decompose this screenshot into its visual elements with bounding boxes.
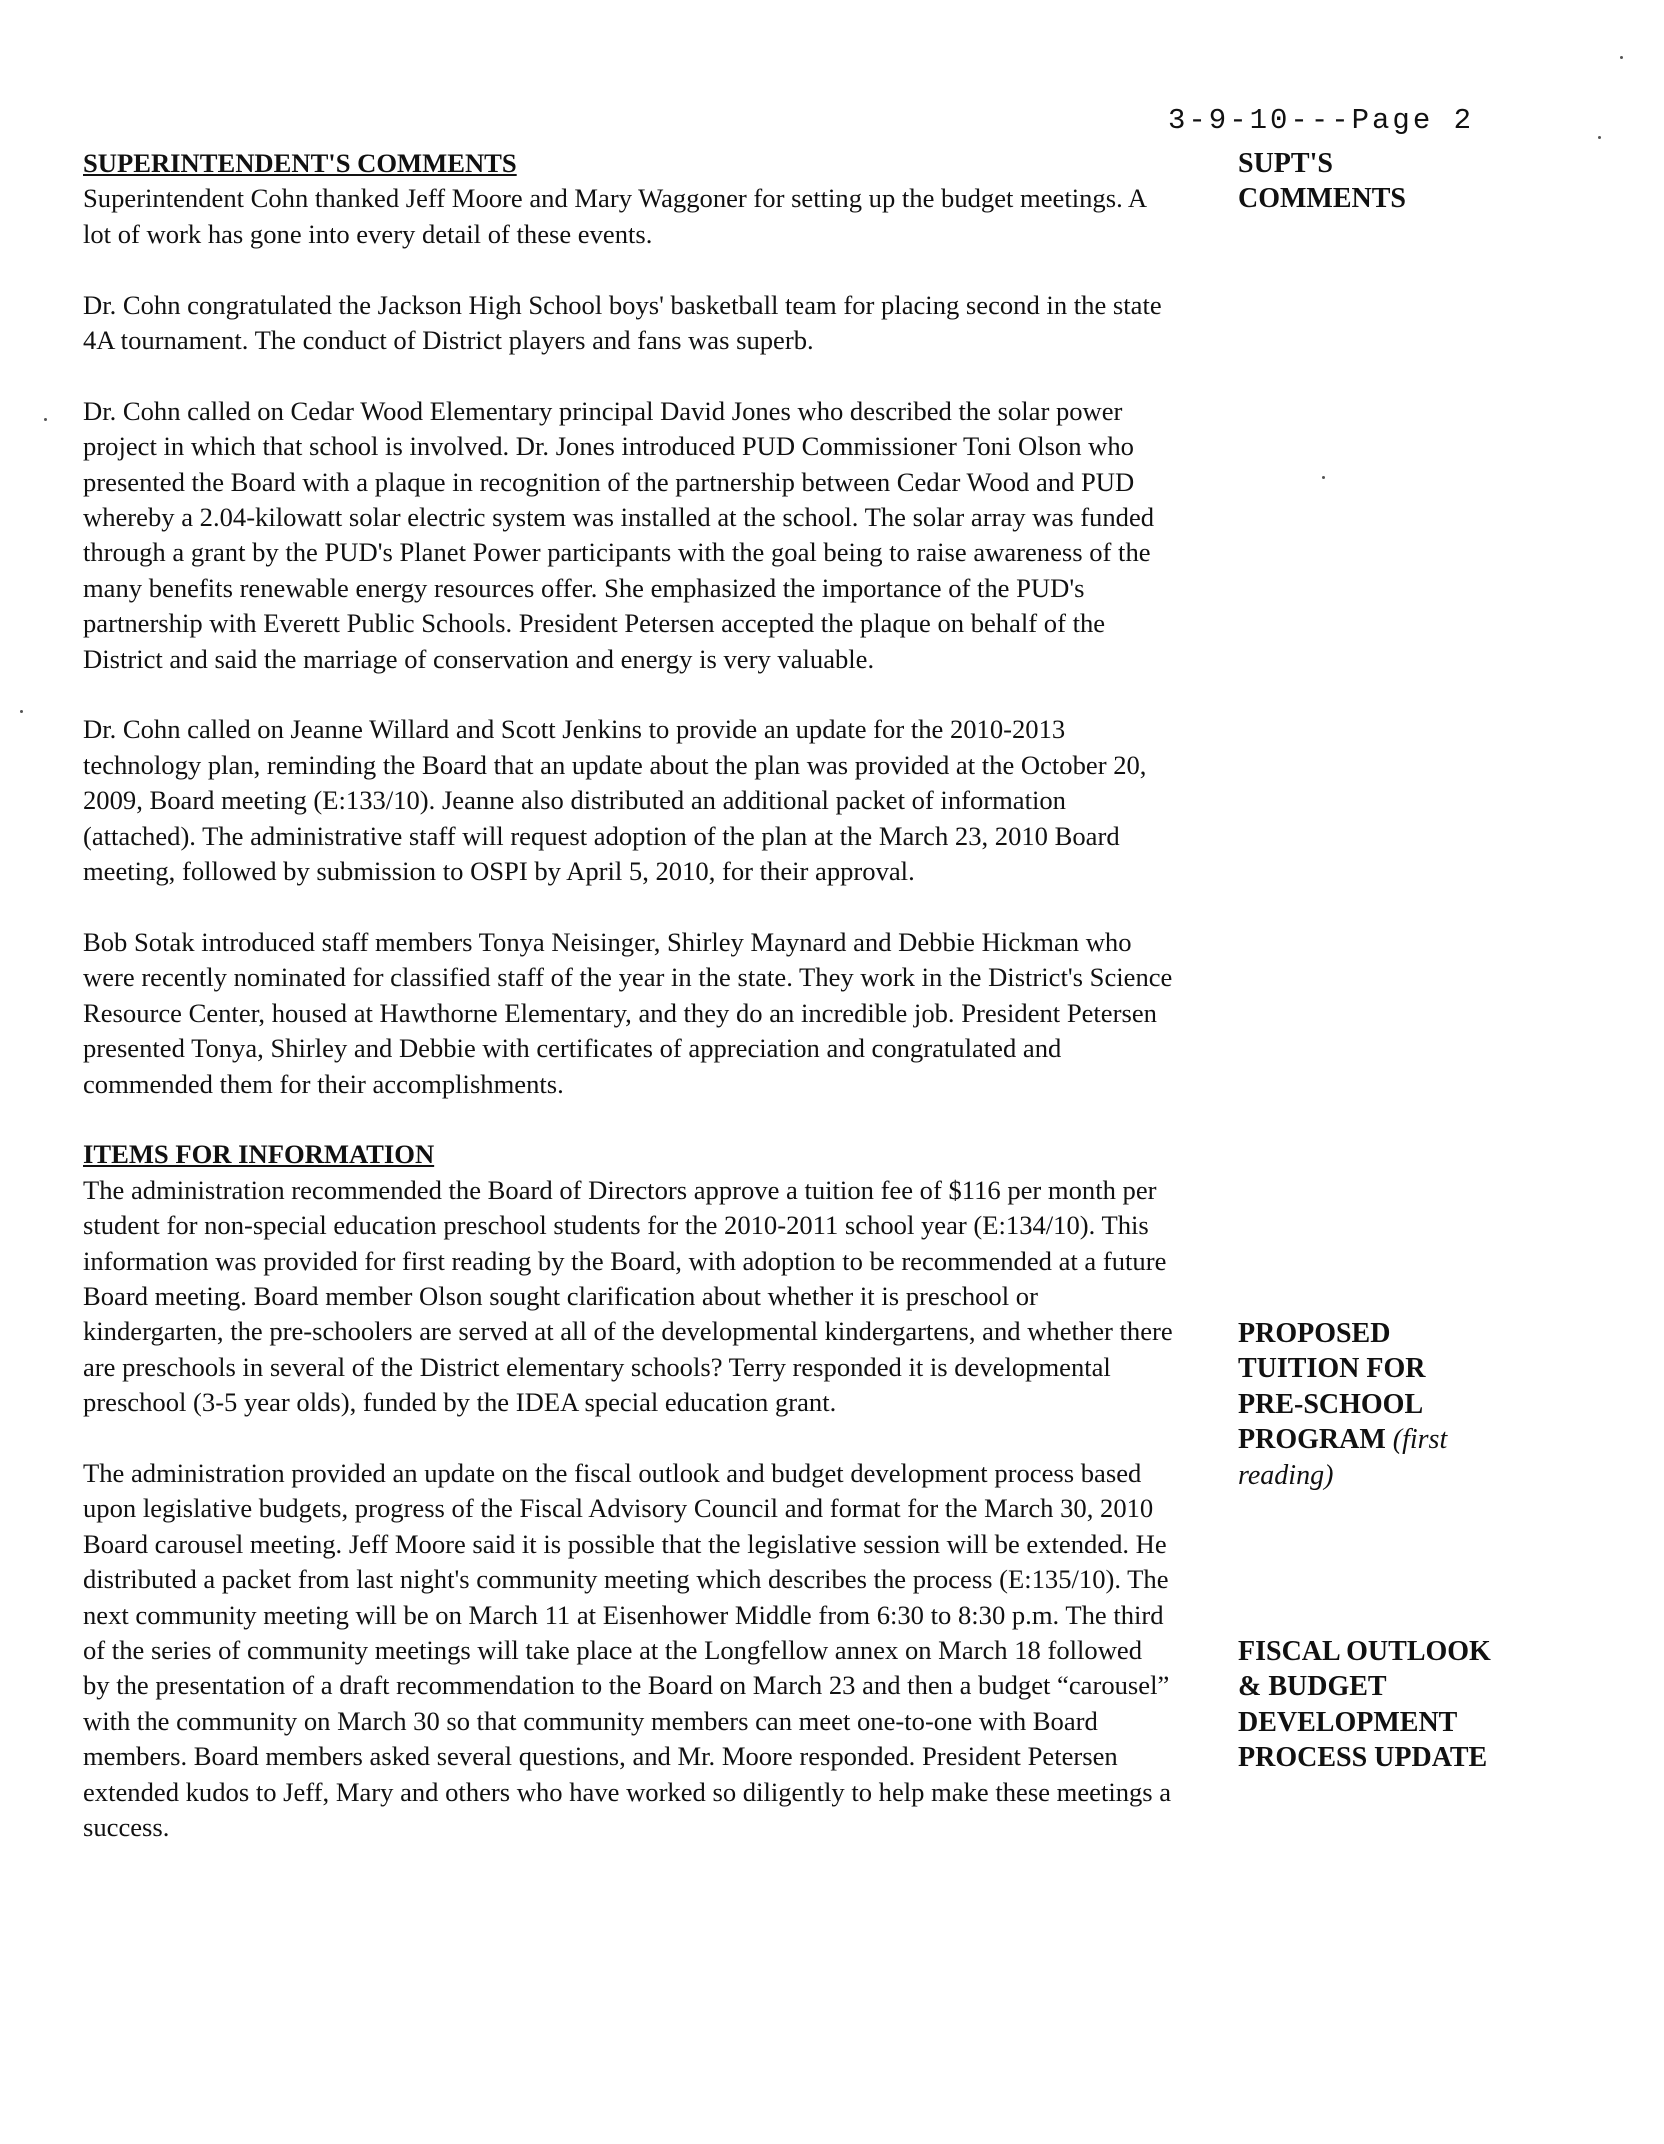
section-heading-items-for-information: ITEMS FOR INFORMATION bbox=[83, 1139, 435, 1170]
scan-speck bbox=[1322, 476, 1325, 479]
scan-speck bbox=[1620, 56, 1623, 59]
scan-speck bbox=[44, 418, 47, 421]
minutes-body bbox=[83, 146, 1173, 1881]
margin-label-line: PRE-SCHOOL bbox=[1238, 1388, 1424, 1420]
margin-label-proposed-tuition bbox=[1238, 1316, 1538, 1493]
margin-label-line: FISCAL OUTLOOK bbox=[1238, 1636, 1491, 1667]
scan-speck bbox=[20, 710, 23, 713]
first-reading-note: (first bbox=[1392, 1424, 1448, 1456]
margin-label-line: SUPT'S bbox=[1238, 148, 1333, 179]
margin-label-line: TUITION FOR bbox=[1238, 1353, 1426, 1385]
first-reading-note-cont: reading) bbox=[1238, 1459, 1334, 1491]
margin-label-line: & BUDGET bbox=[1238, 1671, 1387, 1703]
margin-label-line: PROCESS UPDATE bbox=[1238, 1742, 1488, 1774]
margin-label-supt-comments bbox=[1238, 146, 1538, 217]
margin-label-line: COMMENTS bbox=[1238, 183, 1406, 215]
scan-speck bbox=[1598, 136, 1601, 139]
margin-label-line-with-note bbox=[1238, 1422, 1538, 1457]
margin-label-line: PROPOSED bbox=[1238, 1318, 1391, 1349]
paragraph: Superintendent Cohn thanked Jeff Moore and Mary Waggoner for setting up the budget meetings. A lot of work has gone into every detail of these events. bbox=[83, 183, 1146, 249]
paragraph: Dr. Cohn congratulated the Jackson High School boys' basketball team for placing second in the state 4A tournament. The conduct of District players and fans was superb. bbox=[83, 289, 1162, 356]
page-number-label: 3-9-10---Page 2 bbox=[1168, 104, 1475, 137]
paragraph: The administration recommended the Board of Directors approve a tuition fee of $116 per month per student for non-special education preschool students for the 2010-2011 school year (E:134/10). This information was provided for first reading by the Board, with adoption to be recommended at a future Board meeting. Board member Olson sought clarification about whether it is preschool or kindergarten, the pre-schoolers are served at all of the developmental kindergartens, and whether there are preschools in several of the District elementary schools? Terry responded it is developmental preschool (3-5 year olds), funded by the IDEA special education grant. bbox=[83, 1174, 1173, 1418]
margin-label-line: PROGRAM bbox=[1238, 1424, 1386, 1456]
paragraph: Dr. Cohn called on Cedar Wood Elementary principal David Jones who described the solar power project in which that school is involved. Dr. Jones introduced PUD Commissioner Toni Olson who presented the Board with a plaque in recognition of the partnership between Cedar Wood and PUD whereby a 2.04-kilowatt solar electric system was installed at the school. The solar array was funded through a grant by the PUD's Planet Power participants with the goal being to raise awareness of the many benefits renewable energy resources offer. She emphasized the importance of the PUD's partnership with Everett Public Schools. President Petersen accepted the plaque on behalf of the District and said the marriage of conservation and energy is very valuable. bbox=[83, 395, 1155, 674]
section-heading-superintendent-comments: SUPERINTENDENT'S COMMENTS bbox=[83, 148, 517, 178]
margin-label-fiscal-outlook bbox=[1238, 1634, 1538, 1776]
paragraph: Dr. Cohn called on Jeanne Willard and Scott Jenkins to provide an update for the 2010-2013 technology plan, reminding the Board that an update about the plan was provided at the October 20, 2009, Board meeting (E:133/10). Jeanne also distributed an additional packet of information (attached). The administrative staff will request adoption of the plan at the March 23, 2010 Board meeting, followed by submission to OSPI by April 5, 2010, for their approval. bbox=[83, 714, 1147, 887]
margin-label-line: DEVELOPMENT bbox=[1238, 1706, 1458, 1738]
paragraph: The administration provided an update on the fiscal outlook and budget development process based upon legislative budgets, progress of the Fiscal Advisory Council and format for the March 30, 2010 Board carousel meeting. Jeff Moore said it is possible that the legislative session will be extended. He distributed a packet from last night's community meeting which describes the process (E:135/10). The next community meeting will be on March 11 at Eisenhower Middle from 6:30 to 8:30 p.m. The third of the series of community meetings will take place at the Longfellow annex on March 18 followed by the presentation of a draft recommendation to the Board on March 23 and then a budget “carousel” with the community on March 30 so that community members can meet one-to-one with Board members. Board members asked several questions, and Mr. Moore responded. President Petersen extended kudos to Jeff, Mary and others who have worked so diligently to help make these meetings a success. bbox=[83, 1457, 1172, 1842]
paragraph: Bob Sotak introduced staff members Tonya Neisinger, Shirley Maynard and Debbie Hickman who were recently nominated for classified staff of the year in the state. They work in the District's Science Resource Center, housed at Hawthorne Elementary, and they do an incredible job. President Petersen presented Tonya, Shirley and Debbie with certificates of appreciation and congratulated and commended them for their accomplishments. bbox=[83, 926, 1173, 1099]
